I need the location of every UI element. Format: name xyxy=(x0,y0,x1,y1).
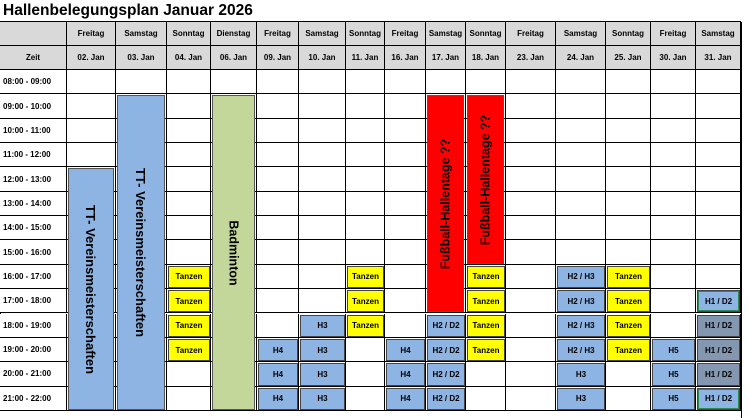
booking-cell[interactable] xyxy=(168,339,210,361)
booking-cell[interactable] xyxy=(607,315,650,337)
booking-cell[interactable] xyxy=(697,315,740,337)
schedule-cell[interactable] xyxy=(556,70,606,94)
booking-label: Tanzen xyxy=(615,345,642,355)
schedule-cell[interactable] xyxy=(167,167,211,191)
booking-cell[interactable] xyxy=(652,363,695,385)
sheet-title: Hallenbelegungsplan Januar 2026 xyxy=(3,2,253,19)
time-slot-label: 17:00 - 18:00 xyxy=(0,289,67,313)
weekday-header: Samstag xyxy=(116,22,167,46)
schedule-cell[interactable] xyxy=(385,167,426,191)
schedule-cell[interactable] xyxy=(346,119,385,143)
schedule-cell[interactable] xyxy=(67,94,116,118)
booking-label: H3 xyxy=(317,345,328,355)
schedule-cell[interactable] xyxy=(606,387,651,411)
date-header: 17. Jan xyxy=(426,46,466,70)
weekday-header: Freitag xyxy=(257,22,299,46)
schedule-cell[interactable] xyxy=(167,240,211,264)
date-header: 30. Jan xyxy=(651,46,696,70)
schedule-cell[interactable] xyxy=(606,362,651,386)
booking-cell[interactable] xyxy=(386,363,425,385)
weekday-header: Samstag xyxy=(696,22,741,46)
booking-label: H3 xyxy=(317,394,328,404)
spreadsheet-edge-column xyxy=(741,22,750,418)
booking-cell[interactable] xyxy=(347,266,384,288)
booking-cell[interactable] xyxy=(300,363,345,385)
schedule-cell[interactable] xyxy=(466,70,506,94)
schedule-cell[interactable] xyxy=(696,192,741,216)
schedule-cell[interactable] xyxy=(167,216,211,240)
schedule-cell[interactable] xyxy=(257,289,299,313)
schedule-cell[interactable] xyxy=(257,216,299,240)
booking-label: Tanzen xyxy=(472,296,500,306)
schedule-cell[interactable] xyxy=(506,94,556,118)
booking-cell[interactable] xyxy=(652,339,695,361)
booking-cell[interactable] xyxy=(300,315,345,337)
booking-label: H2 / H3 xyxy=(567,345,595,355)
weekday-header: Freitag xyxy=(651,22,696,46)
booking-label: H1 / D2 xyxy=(704,369,733,379)
schedule-cell[interactable] xyxy=(167,362,211,386)
schedule-cell[interactable] xyxy=(385,240,426,264)
schedule-cell[interactable] xyxy=(696,143,741,167)
schedule-cell[interactable] xyxy=(696,167,741,191)
schedule-cell[interactable] xyxy=(506,119,556,143)
booking-cell[interactable] xyxy=(557,290,605,312)
schedule-cell[interactable] xyxy=(506,240,556,264)
schedule-cell[interactable] xyxy=(506,167,556,191)
schedule-cell[interactable] xyxy=(257,119,299,143)
booking-cell[interactable] xyxy=(697,388,740,410)
booking-label: Tanzen xyxy=(615,321,642,331)
schedule-cell[interactable] xyxy=(385,143,426,167)
booking-cell[interactable] xyxy=(427,339,465,361)
schedule-cell[interactable] xyxy=(506,387,556,411)
schedule-cell[interactable] xyxy=(257,70,299,94)
event-label: Badminton xyxy=(226,219,241,286)
booking-cell[interactable] xyxy=(557,315,605,337)
booking-label: Tanzen xyxy=(472,345,500,355)
schedule-cell[interactable] xyxy=(466,362,506,386)
schedule-cell[interactable] xyxy=(299,119,346,143)
weekday-header: Sonntag xyxy=(606,22,651,46)
booking-cell[interactable] xyxy=(258,388,298,410)
schedule-cell[interactable] xyxy=(167,94,211,118)
booking-label: Tanzen xyxy=(175,272,203,282)
schedule-cell[interactable] xyxy=(606,70,651,94)
schedule-cell[interactable] xyxy=(651,143,696,167)
schedule-cell[interactable] xyxy=(299,192,346,216)
event-label: TT- Vereinsmeisterschaften xyxy=(83,204,99,374)
event-label: Fußball-Hallentage ?? xyxy=(478,114,493,245)
booking-label: Tanzen xyxy=(472,321,500,331)
booking-cell[interactable] xyxy=(607,339,650,361)
schedule-cell[interactable] xyxy=(506,314,556,338)
schedule-cell[interactable] xyxy=(606,119,651,143)
event-block[interactable] xyxy=(467,95,504,263)
schedule-cell[interactable] xyxy=(346,216,385,240)
booking-label: H4 xyxy=(272,345,284,355)
booking-label: H5 xyxy=(668,369,679,379)
schedule-cell[interactable] xyxy=(299,94,346,118)
weekday-header: Freitag xyxy=(385,22,426,46)
schedule-cell[interactable] xyxy=(385,216,426,240)
booking-label: H4 xyxy=(400,345,411,355)
booking-cell[interactable] xyxy=(697,339,740,361)
booking-cell[interactable] xyxy=(258,363,298,385)
date-header: 11. Jan xyxy=(346,46,385,70)
schedule-cell[interactable] xyxy=(696,265,741,289)
booking-label: Tanzen xyxy=(472,272,500,282)
schedule-cell[interactable] xyxy=(385,265,426,289)
weekday-header: Sonntag xyxy=(167,22,211,46)
date-header: 16. Jan xyxy=(385,46,426,70)
schedule-cell[interactable] xyxy=(385,192,426,216)
schedule-cell[interactable] xyxy=(167,119,211,143)
schedule-cell[interactable] xyxy=(606,192,651,216)
schedule-cell[interactable] xyxy=(506,338,556,362)
booking-cell[interactable] xyxy=(557,363,605,385)
time-slot-label: 11:00 - 12:00 xyxy=(0,143,67,167)
schedule-cell[interactable] xyxy=(466,387,506,411)
booking-label: H3 xyxy=(317,369,328,379)
schedule-cell[interactable] xyxy=(299,167,346,191)
booking-cell[interactable] xyxy=(557,266,605,288)
time-slot-label: 20:00 - 21:00 xyxy=(0,362,67,386)
schedule-cell[interactable] xyxy=(696,240,741,264)
weekday-header: Samstag xyxy=(556,22,606,46)
schedule-cell[interactable] xyxy=(257,192,299,216)
date-header: 03. Jan xyxy=(116,46,167,70)
schedule-cell[interactable] xyxy=(385,70,426,94)
booking-cell[interactable] xyxy=(168,266,210,288)
schedule-cell[interactable] xyxy=(116,70,167,94)
time-slot-label: 13:00 - 14:00 xyxy=(0,192,67,216)
booking-cell[interactable] xyxy=(607,266,650,288)
time-slot-label: 19:00 - 20:00 xyxy=(0,338,67,362)
weekday-header: Freitag xyxy=(506,22,556,46)
schedule-cell[interactable] xyxy=(257,240,299,264)
booking-label: H1 / D2 xyxy=(704,394,733,404)
time-slot-label: 10:00 - 11:00 xyxy=(0,119,67,143)
schedule-cell[interactable] xyxy=(696,94,741,118)
schedule-cell[interactable] xyxy=(651,167,696,191)
schedule-cell[interactable] xyxy=(556,240,606,264)
schedule-cell[interactable] xyxy=(67,143,116,167)
weekday-header: Dienstag xyxy=(211,22,257,46)
schedule-cell[interactable] xyxy=(346,240,385,264)
weekday-header: Samstag xyxy=(426,22,466,46)
booking-cell[interactable] xyxy=(347,290,384,312)
booking-label: H3 xyxy=(317,321,328,331)
schedule-cell[interactable] xyxy=(506,265,556,289)
schedule-cell[interactable] xyxy=(346,167,385,191)
booking-cell[interactable] xyxy=(300,388,345,410)
schedule-cell[interactable] xyxy=(556,167,606,191)
time-slot-label: 15:00 - 16:00 xyxy=(0,240,67,264)
booking-cell[interactable] xyxy=(427,363,465,385)
schedule-cell[interactable] xyxy=(385,119,426,143)
schedule-cell[interactable] xyxy=(651,240,696,264)
booking-label: Tanzen xyxy=(352,321,379,331)
event-block[interactable] xyxy=(68,168,114,410)
schedule-cell[interactable] xyxy=(167,387,211,411)
event-block[interactable] xyxy=(427,95,464,312)
zeit-header: Zeit xyxy=(0,46,67,70)
booking-cell[interactable] xyxy=(467,266,505,288)
booking-label: Tanzen xyxy=(615,272,642,282)
booking-label: H1 / D2 xyxy=(704,321,733,331)
schedule-cell[interactable] xyxy=(67,119,116,143)
booking-label: H2 / H3 xyxy=(567,272,595,282)
schedule-cell[interactable] xyxy=(346,94,385,118)
booking-cell[interactable] xyxy=(427,315,465,337)
schedule-cell[interactable] xyxy=(606,143,651,167)
corner-cell xyxy=(0,22,67,46)
booking-cell[interactable] xyxy=(347,315,384,337)
booking-label: H2 / H3 xyxy=(567,296,595,306)
schedule-cell[interactable] xyxy=(651,289,696,313)
date-header: 18. Jan xyxy=(466,46,506,70)
schedule-cell[interactable] xyxy=(606,216,651,240)
booking-label: H4 xyxy=(400,394,411,404)
schedule-cell[interactable] xyxy=(506,192,556,216)
date-header: 31. Jan xyxy=(696,46,741,70)
schedule-cell[interactable] xyxy=(651,265,696,289)
schedule-cell[interactable] xyxy=(556,143,606,167)
time-slot-label: 21:00 - 22:00 xyxy=(0,387,67,411)
booking-label: Tanzen xyxy=(175,321,203,331)
weekday-header: Freitag xyxy=(67,22,116,46)
booking-label: Tanzen xyxy=(615,296,642,306)
schedule-cell[interactable] xyxy=(696,216,741,240)
schedule-cell[interactable] xyxy=(257,314,299,338)
booking-label: Tanzen xyxy=(352,272,379,282)
schedule-cell[interactable] xyxy=(506,362,556,386)
schedule-cell[interactable] xyxy=(346,338,385,362)
booking-cell[interactable] xyxy=(300,339,345,361)
schedule-cell[interactable] xyxy=(506,289,556,313)
schedule-cell[interactable] xyxy=(506,216,556,240)
booking-label: H3 xyxy=(575,394,587,404)
booking-label: H4 xyxy=(272,394,284,404)
schedule-cell[interactable] xyxy=(651,192,696,216)
schedule-cell[interactable] xyxy=(299,216,346,240)
schedule-cell[interactable] xyxy=(506,143,556,167)
schedule-cell[interactable] xyxy=(506,70,556,94)
booking-label: H1 / D2 xyxy=(704,296,733,306)
schedule-cell[interactable] xyxy=(696,70,741,94)
schedule-cell[interactable] xyxy=(346,362,385,386)
time-slot-label: 09:00 - 10:00 xyxy=(0,94,67,118)
date-header: 02. Jan xyxy=(67,46,116,70)
schedule-cell[interactable] xyxy=(556,119,606,143)
booking-cell[interactable] xyxy=(467,315,505,337)
booking-cell[interactable] xyxy=(652,388,695,410)
schedule-cell[interactable] xyxy=(346,70,385,94)
schedule-cell[interactable] xyxy=(385,289,426,313)
schedule-cell[interactable] xyxy=(696,119,741,143)
date-header: 10. Jan xyxy=(299,46,346,70)
schedule-cell[interactable] xyxy=(651,94,696,118)
booking-label: H2 / D2 xyxy=(432,394,460,404)
schedule-cell[interactable] xyxy=(606,94,651,118)
schedule-cell[interactable] xyxy=(257,94,299,118)
schedule-cell[interactable] xyxy=(556,216,606,240)
schedule-cell[interactable] xyxy=(651,70,696,94)
event-block[interactable] xyxy=(117,95,165,410)
schedule-cell[interactable] xyxy=(385,314,426,338)
schedule-cell[interactable] xyxy=(346,143,385,167)
schedule-cell[interactable] xyxy=(346,192,385,216)
schedule-cell[interactable] xyxy=(299,265,346,289)
schedule-cell[interactable] xyxy=(651,314,696,338)
schedule-cell[interactable] xyxy=(299,143,346,167)
schedule-cell[interactable] xyxy=(299,289,346,313)
booking-label: Tanzen xyxy=(175,296,203,306)
booking-cell[interactable] xyxy=(467,290,505,312)
booking-cell[interactable] xyxy=(467,339,505,361)
booking-cell[interactable] xyxy=(697,290,740,312)
booking-cell[interactable] xyxy=(557,388,605,410)
schedule-cell[interactable] xyxy=(257,143,299,167)
event-block[interactable] xyxy=(212,95,255,410)
booking-cell[interactable] xyxy=(697,363,740,385)
booking-cell[interactable] xyxy=(557,339,605,361)
booking-label: H2 / D2 xyxy=(432,345,460,355)
booking-cell[interactable] xyxy=(427,388,465,410)
event-label: Fußball-Hallentage ?? xyxy=(438,138,453,270)
booking-label: H2 / H3 xyxy=(567,321,595,331)
time-slot-label: 18:00 - 19:00 xyxy=(0,314,67,338)
time-slot-label: 14:00 - 15:00 xyxy=(0,216,67,240)
schedule-cell[interactable] xyxy=(556,94,606,118)
schedule-cell[interactable] xyxy=(167,192,211,216)
booking-cell[interactable] xyxy=(168,290,210,312)
booking-cell[interactable] xyxy=(258,339,298,361)
booking-label: H3 xyxy=(575,369,587,379)
schedule-cell[interactable] xyxy=(211,70,257,94)
booking-label: H2 / D2 xyxy=(432,321,460,331)
booking-cell[interactable] xyxy=(168,315,210,337)
booking-label: H5 xyxy=(668,394,679,404)
date-header: 06. Jan xyxy=(211,46,257,70)
booking-cell[interactable] xyxy=(607,290,650,312)
schedule-cell[interactable] xyxy=(299,70,346,94)
booking-label: Tanzen xyxy=(352,296,379,306)
weekday-header: Sonntag xyxy=(466,22,506,46)
schedule-cell[interactable] xyxy=(67,70,116,94)
schedule-cell[interactable] xyxy=(426,70,466,94)
date-header: 24. Jan xyxy=(556,46,606,70)
schedule-cell[interactable] xyxy=(299,240,346,264)
schedule-cell[interactable] xyxy=(257,265,299,289)
time-slot-label: 12:00 - 13:00 xyxy=(0,167,67,191)
time-slot-label: 16:00 - 17:00 xyxy=(0,265,67,289)
time-slot-label: 08:00 - 09:00 xyxy=(0,70,67,94)
date-header: 25. Jan xyxy=(606,46,651,70)
schedule-cell[interactable] xyxy=(651,216,696,240)
booking-label: H5 xyxy=(668,345,679,355)
schedule-cell[interactable] xyxy=(556,192,606,216)
booking-cell[interactable] xyxy=(386,339,425,361)
schedule-cell[interactable] xyxy=(167,70,211,94)
date-header: 04. Jan xyxy=(167,46,211,70)
schedule-cell[interactable] xyxy=(346,387,385,411)
weekday-header: Samstag xyxy=(299,22,346,46)
booking-label: H2 / D2 xyxy=(432,369,460,379)
booking-label: H4 xyxy=(272,369,284,379)
booking-label: H4 xyxy=(400,369,411,379)
schedule-cell[interactable] xyxy=(606,240,651,264)
event-label: TT- Vereinsmeisterschaften xyxy=(133,168,149,338)
schedule-cell[interactable] xyxy=(385,94,426,118)
schedule-cell[interactable] xyxy=(651,119,696,143)
weekday-header: Sonntag xyxy=(346,22,385,46)
date-header: 23. Jan xyxy=(506,46,556,70)
date-header: 09. Jan xyxy=(257,46,299,70)
booking-label: Tanzen xyxy=(175,345,203,355)
booking-cell[interactable] xyxy=(386,388,425,410)
booking-label: H1 / D2 xyxy=(704,345,733,355)
schedule-cell[interactable] xyxy=(606,167,651,191)
schedule-cell[interactable] xyxy=(257,167,299,191)
schedule-cell[interactable] xyxy=(167,143,211,167)
